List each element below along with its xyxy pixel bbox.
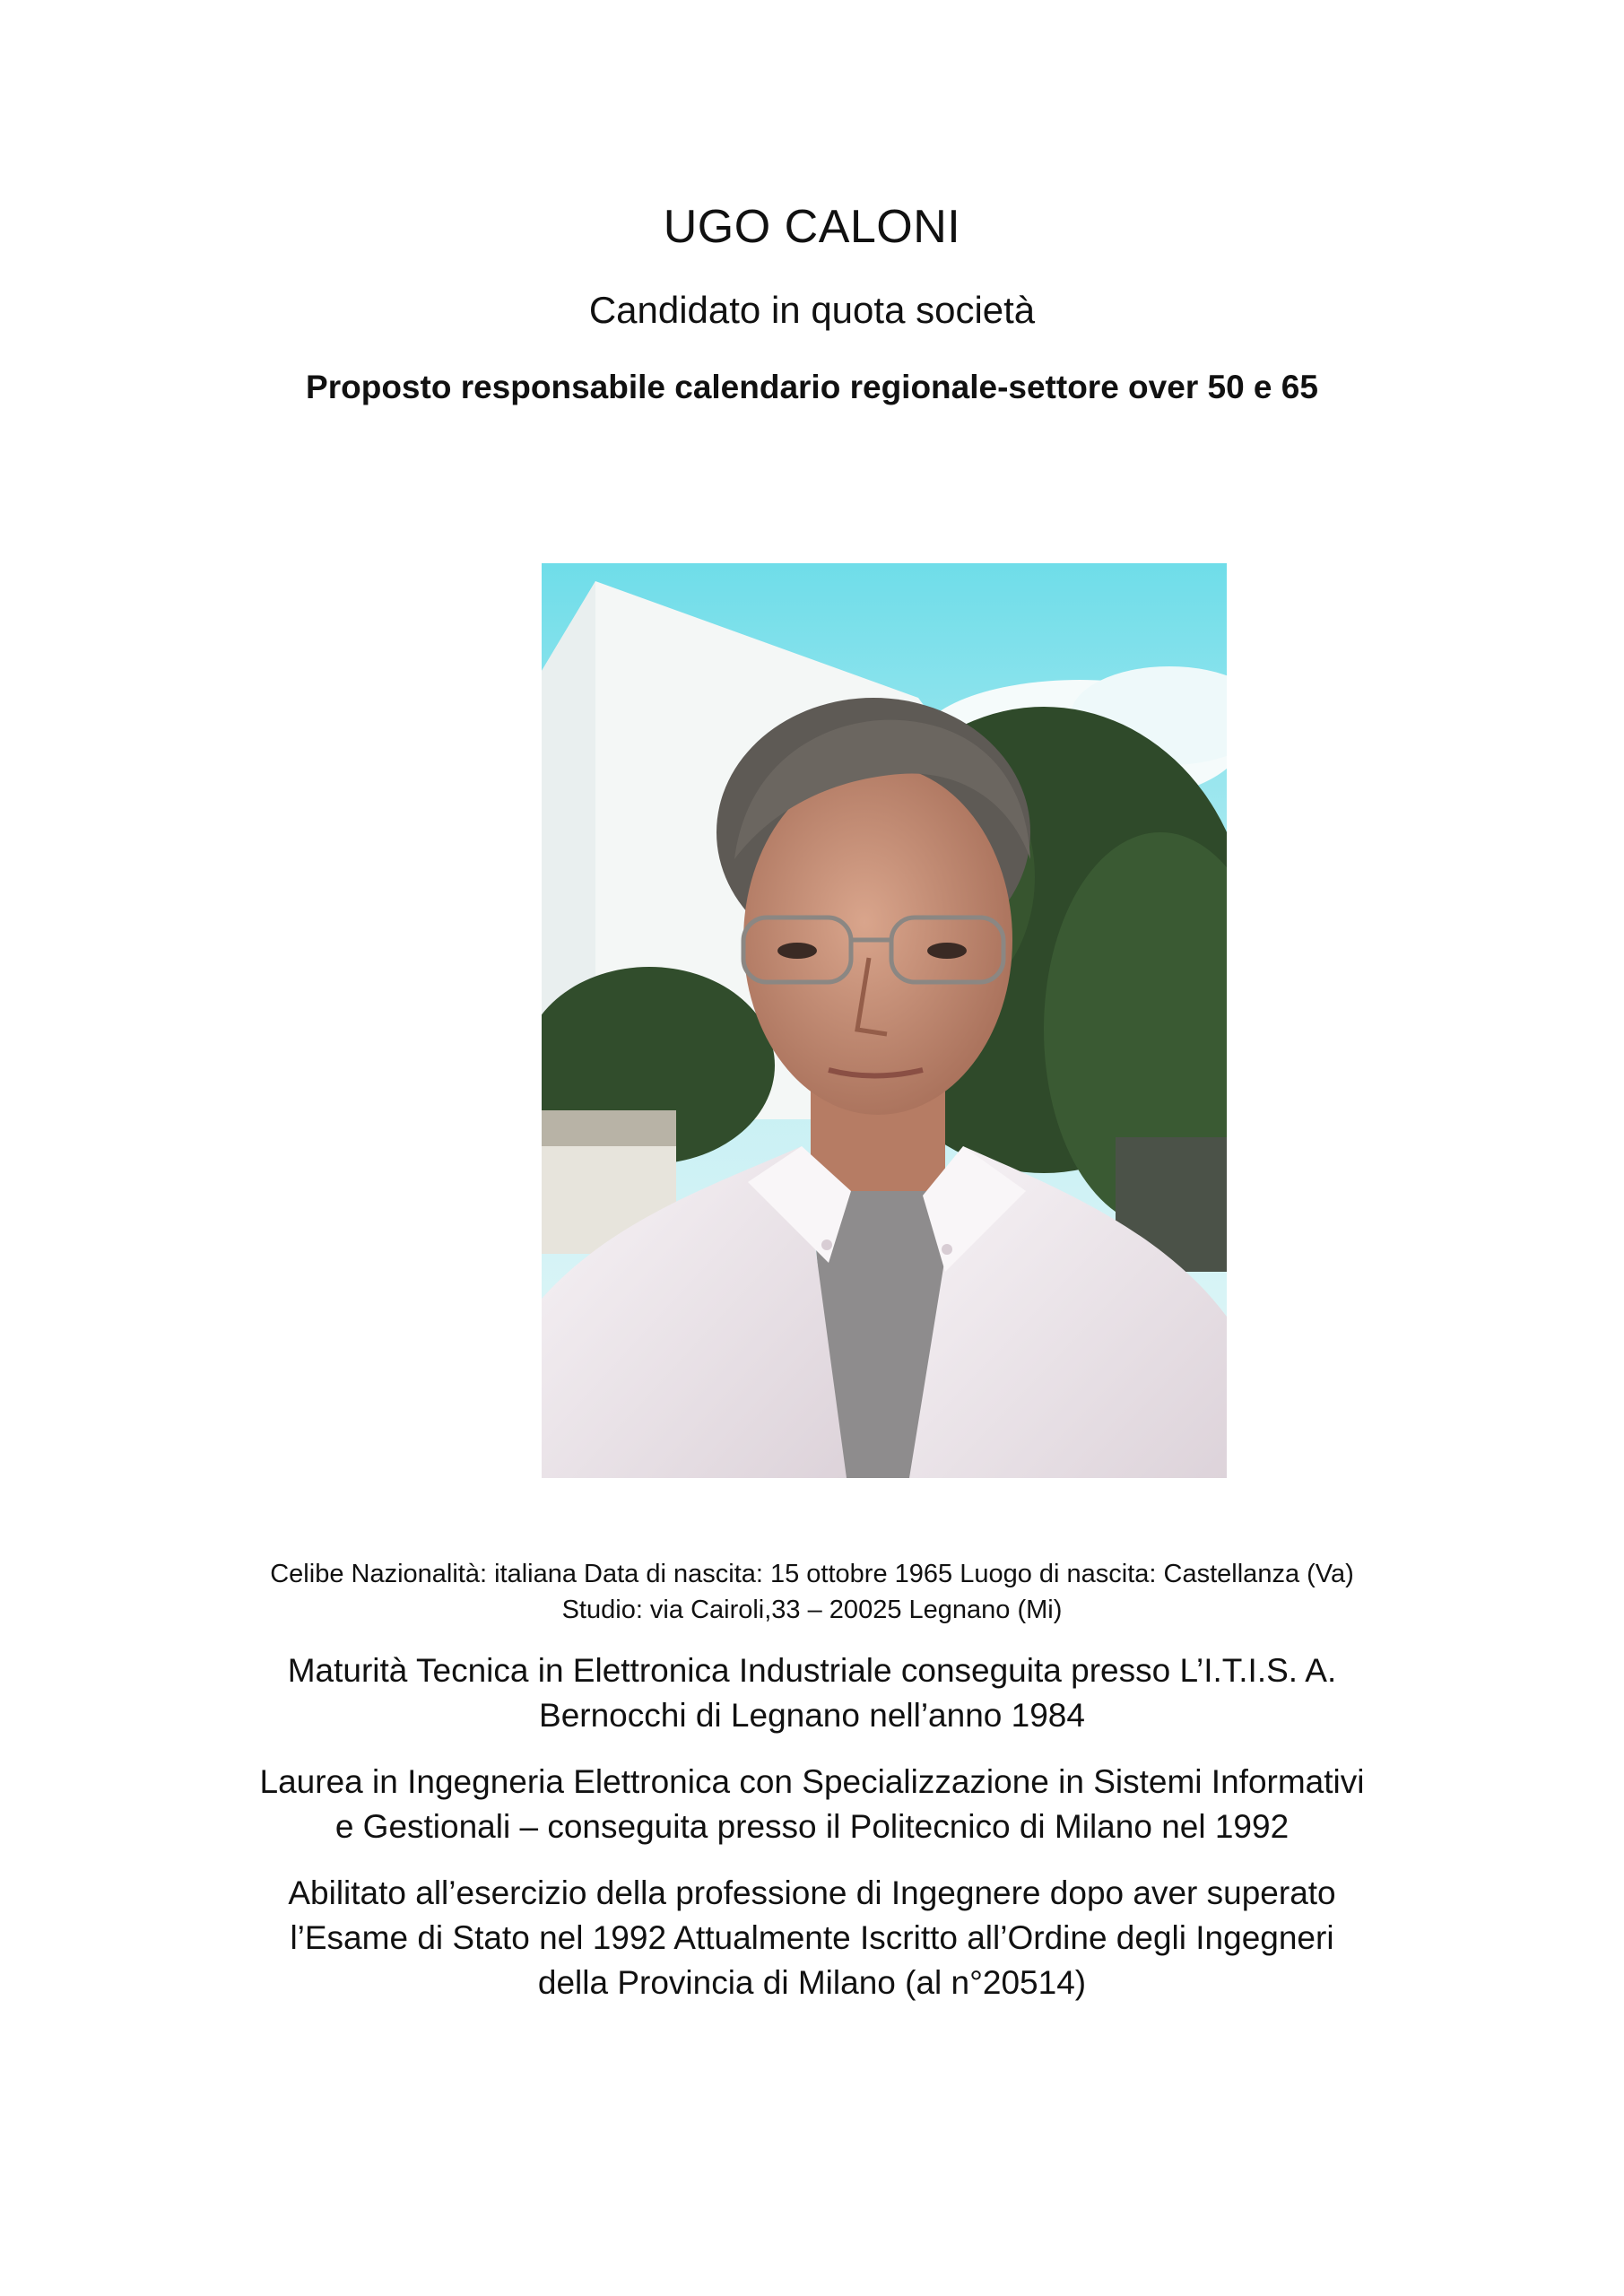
paragraph-line: Laurea in Ingegneria Elettronica con Specializzazione in Sistemi Informativi xyxy=(259,1763,1365,1800)
paragraph-line: Bernocchi di Legnano nell’anno 1984 xyxy=(539,1697,1085,1734)
candidate-role: Proposto responsabile calendario regionale-settore over 50 e 65 xyxy=(306,369,1318,405)
candidate-name: UGO CALONI xyxy=(663,201,961,253)
candidate-subtitle: Candidato in quota società xyxy=(588,289,1036,331)
paragraph-line: della Provincia di Milano (al n°20514) xyxy=(537,1964,1087,2001)
paragraph-line: l’Esame di Stato nel 1992 Attualmente Iscritto all’Ordine degli Ingegneri xyxy=(290,1919,1334,1956)
paragraph-line: e Gestionali – conseguita presso il Politecnico di Milano nel 1992 xyxy=(334,1808,1290,1845)
education-diploma xyxy=(224,1648,1400,1738)
professional-qualification xyxy=(224,1871,1400,2005)
paragraph-line: Abilitato all’esercizio della professione di Ingegnere dopo aver superato xyxy=(288,1874,1336,1911)
personal-info xyxy=(0,1556,1624,1628)
address-line: Studio: via Cairoli,33 – 20025 Legnano (Mi) xyxy=(561,1596,1063,1624)
education-degree xyxy=(224,1760,1400,1849)
paragraph-line: Maturità Tecnica in Elettronica Industriale conseguita presso L’I.T.I.S. A. xyxy=(287,1652,1337,1689)
portrait-photo xyxy=(542,563,1227,1478)
personal-info-line: Celibe Nazionalità: italiana Data di nascita: 15 ottobre 1965 Luogo di nascita: Castellanza (Va) xyxy=(270,1560,1354,1588)
